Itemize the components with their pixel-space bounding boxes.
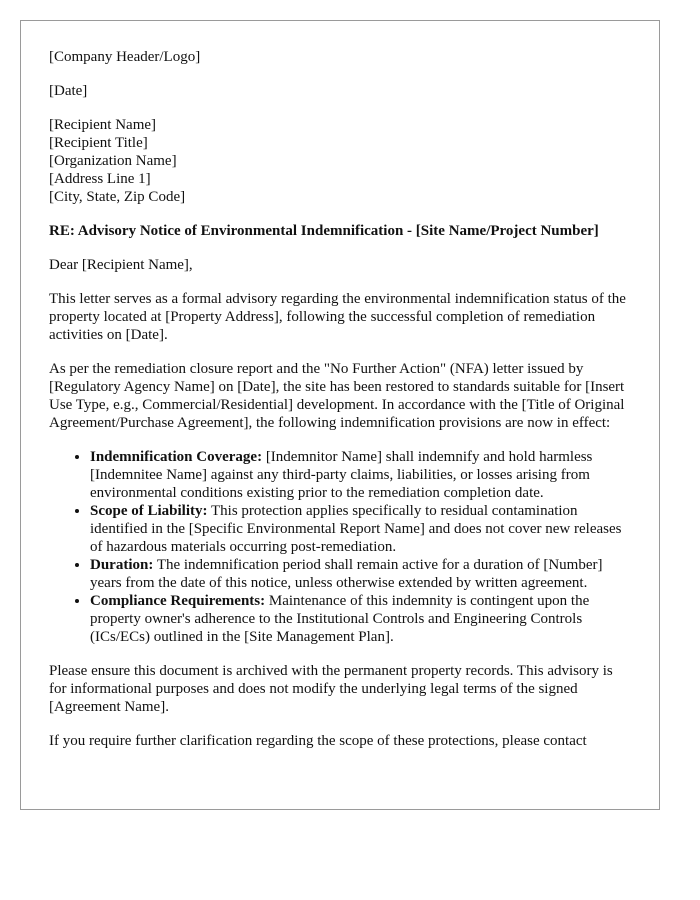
provision-text: The indemnification period shall remain active for a duration of [Number] years from the date of this notice, unless otherwise extended by written agreement. <box>90 557 603 591</box>
recipient-organization: [Organization Name] <box>49 153 177 169</box>
provision-term: Scope of Liability: <box>90 503 208 519</box>
subject-line: RE: Advisory Notice of Environmental Indemnification - [Site Name/Project Number] <box>49 223 599 239</box>
provisions-list <box>49 448 633 646</box>
provision-item-compliance-requirements <box>90 592 633 646</box>
intro-paragraph: This letter serves as a formal advisory regarding the environmental indemnification status of the property located at [Property Address], following the successful completion of remediation activities on [Date]. <box>49 291 626 343</box>
salutation: Dear [Recipient Name], <box>49 257 193 273</box>
provision-item-scope-of-liability <box>90 502 633 556</box>
letter-date: [Date] <box>49 83 88 99</box>
provision-term: Duration: <box>90 557 154 573</box>
provision-term: Compliance Requirements: <box>90 593 266 609</box>
provision-item-indemnification-coverage <box>90 448 633 502</box>
recipient-title: [Recipient Title] <box>49 135 148 151</box>
provision-text: Maintenance of this indemnity is contingent upon the property owner's adherence to the Institutional Controls and Engineering Controls (ICs/ECs) outlined in the [Site Management Plan]. <box>90 593 590 645</box>
provision-term: Indemnification Coverage: <box>90 449 263 465</box>
letter-page <box>20 20 660 810</box>
recipient-name: [Recipient Name] <box>49 117 157 133</box>
recipient-city-state-zip: [City, State, Zip Code] <box>49 189 186 205</box>
archive-paragraph: Please ensure this document is archived with the permanent property records. This advisory is for informational purposes and does not modify the underlying legal terms of the signed [Agreement Name]. <box>49 663 613 715</box>
company-header: [Company Header/Logo] <box>49 49 201 65</box>
provision-text: [Indemnitor Name] shall indemnify and hold harmless [Indemnitee Name] against any third-party claims, liabilities, or losses arising from environmental conditions existing prior to the remediation completion date. <box>90 449 593 501</box>
recipient-address-line-1: [Address Line 1] <box>49 171 151 187</box>
contact-paragraph: If you require further clarification regarding the scope of these protections, please contact <box>49 733 587 749</box>
letter-body <box>49 48 633 766</box>
provision-item-duration <box>90 556 633 592</box>
closure-paragraph: As per the remediation closure report and the "No Further Action" (NFA) letter issued by [Regulatory Agency Name] on [Date], the site has been restored to standards suitable for [Insert Use Type, e.g., Commercial/Residential] development. In accordance with the [Title of Original Agreement/Purchase Agreement], the following indemnification provisions are now in effect: <box>49 361 625 431</box>
provision-text: This protection applies specifically to residual contamination identified in the [Specific Environmental Report Name] and does not cover new releases of hazardous materials occurring post-remediation. <box>90 503 622 555</box>
recipient-address-block <box>49 116 633 206</box>
